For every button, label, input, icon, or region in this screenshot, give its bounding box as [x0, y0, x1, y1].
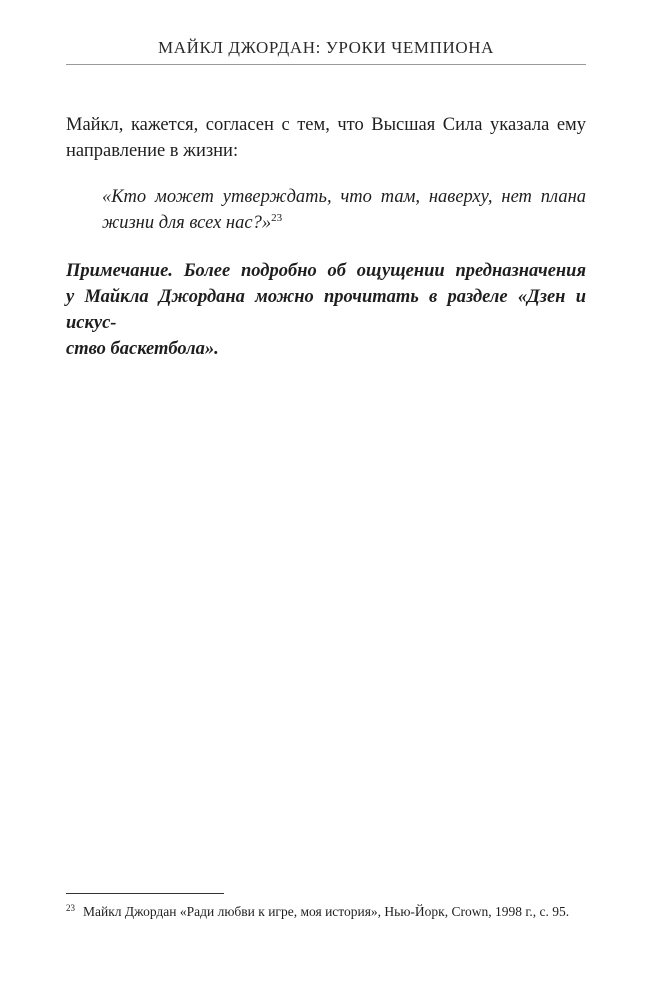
footnote	[66, 903, 596, 921]
quotation-line: жизни для всех нас?»	[102, 213, 272, 233]
quotation-line: «Кто может утверждать, что там, наверху, нет плана	[102, 187, 586, 207]
page-body	[66, 112, 586, 362]
footnote-number: 23	[66, 903, 75, 913]
note-line: у Майкла Джордана можно прочитать в разделе «Дзен и искус-	[66, 287, 586, 333]
quotation	[102, 184, 586, 236]
note-line: Примечание. Более подробно об ощущении предназначения	[66, 261, 586, 281]
note-paragraph	[66, 258, 586, 362]
body-paragraph: Майкл, кажется, согласен с тем, что Высшая Сила указала ему направление в жизни:	[66, 115, 586, 161]
running-header: МАЙКЛ ДЖОРДАН: УРОКИ ЧЕМПИОНА	[158, 38, 494, 57]
footnote-reference: 23	[271, 212, 283, 224]
header-divider	[66, 64, 586, 65]
note-line: ство баскетбола».	[66, 339, 219, 359]
footnote-divider	[66, 893, 224, 894]
footnote-text: Майкл Джордан «Ради любви к игре, моя история», Нью-Йорк, Crown, 1998 г., с. 95.	[83, 904, 570, 919]
